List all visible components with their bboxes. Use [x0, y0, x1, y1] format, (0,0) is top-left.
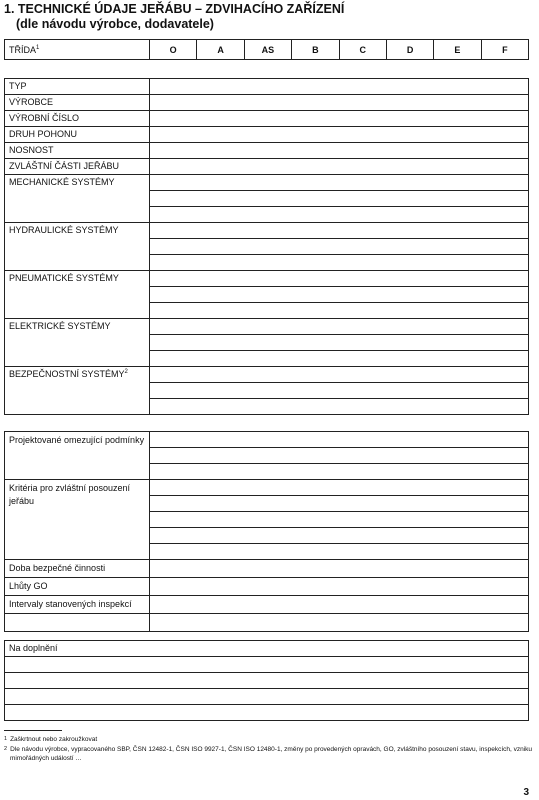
class-option-e[interactable]: E — [434, 40, 481, 60]
class-option-o[interactable]: O — [150, 40, 197, 60]
row-label-nosnost: NOSNOST — [5, 143, 150, 159]
conditions-table — [4, 431, 529, 632]
row-label-vyrobce: VÝROBCE — [5, 95, 150, 111]
notes-label: Na doplnění — [5, 641, 529, 657]
field-elektricke-1[interactable] — [150, 319, 529, 335]
field-omezujici-1[interactable] — [150, 432, 529, 448]
field-hydraulicke-2[interactable] — [150, 239, 529, 255]
notes-line-1[interactable] — [5, 657, 529, 673]
row-label-pneumaticke: PNEUMATICKÉ SYSTÉMY — [5, 271, 150, 319]
row-label-zvlastni-casti: ZVLÁŠTNÍ ČÁSTI JEŘÁBU — [5, 159, 150, 175]
field-elektricke-3[interactable] — [150, 351, 529, 367]
field-zvlastni-casti[interactable] — [150, 159, 529, 175]
field-vyrobce[interactable] — [150, 95, 529, 111]
field-pneumaticke-2[interactable] — [150, 287, 529, 303]
class-option-c[interactable]: C — [339, 40, 386, 60]
notes-line-3[interactable] — [5, 689, 529, 705]
row-label-omezujici: Projektované omezující podmínky — [5, 432, 150, 480]
row-label-druh-pohonu: DRUH POHONU — [5, 127, 150, 143]
field-doba[interactable] — [150, 560, 529, 578]
class-option-b[interactable]: B — [292, 40, 339, 60]
field-pneumaticke-3[interactable] — [150, 303, 529, 319]
field-hydraulicke-3[interactable] — [150, 255, 529, 271]
title-text: 1. TECHNICKÉ ÚDAJE JEŘÁBU – ZDVIHACÍHO ZAŘÍZENÍ — [4, 2, 345, 16]
field-mechanicke-2[interactable] — [150, 191, 529, 207]
field-elektricke-2[interactable] — [150, 335, 529, 351]
page-title — [4, 2, 344, 32]
class-table — [4, 39, 529, 60]
notes-line-2[interactable] — [5, 673, 529, 689]
row-label-lhuty: Lhůty GO — [5, 578, 150, 596]
footnote-divider — [4, 730, 62, 731]
field-kriteria-5[interactable] — [150, 544, 529, 560]
field-nosnost[interactable] — [150, 143, 529, 159]
row-label-bezpecnostni: BEZPEČNOSTNÍ SYSTÉMY$^2$ — [5, 367, 150, 415]
row-label-hydraulicke: HYDRAULICKÉ SYSTÉMY — [5, 223, 150, 271]
field-hydraulicke-1[interactable] — [150, 223, 529, 239]
subtitle-text: (dle návodu výrobce, dodavatele) — [16, 17, 214, 31]
field-vyrobni-cislo[interactable] — [150, 111, 529, 127]
row-label-intervaly: Intervaly stanovených inspekcí — [5, 596, 150, 614]
field-extra[interactable] — [150, 614, 529, 632]
field-kriteria-3[interactable] — [150, 512, 529, 528]
field-bezpecnostni-2[interactable] — [150, 383, 529, 399]
field-bezpecnostni-1[interactable] — [150, 367, 529, 383]
field-pneumaticke-1[interactable] — [150, 271, 529, 287]
field-mechanicke-1[interactable] — [150, 175, 529, 191]
notes-line-4[interactable] — [5, 705, 529, 721]
class-option-as[interactable]: AS — [244, 40, 291, 60]
field-omezujici-3[interactable] — [150, 464, 529, 480]
field-druh-pohonu[interactable] — [150, 127, 529, 143]
field-bezpecnostni-3[interactable] — [150, 399, 529, 415]
row-label-typ: TYP — [5, 79, 150, 95]
field-lhuty[interactable] — [150, 578, 529, 596]
class-option-a[interactable]: A — [197, 40, 244, 60]
field-omezujici-2[interactable] — [150, 448, 529, 464]
specs-table — [4, 78, 529, 415]
row-label-mechanicke: MECHANICKÉ SYSTÉMY — [5, 175, 150, 223]
field-mechanicke-3[interactable] — [150, 207, 529, 223]
field-kriteria-1[interactable] — [150, 480, 529, 496]
row-label-doba: Doba bezpečné činnosti — [5, 560, 150, 578]
page-number: 3 — [523, 787, 529, 798]
field-typ[interactable] — [150, 79, 529, 95]
class-option-f[interactable]: F — [481, 40, 528, 60]
class-label: TŘÍDA$^1$ — [5, 40, 150, 60]
row-label-kriteria: Kritéria pro zvláštní posouzení jeřábu — [5, 480, 150, 560]
notes-table — [4, 640, 529, 721]
footnote-1: $^1$ Zaškrtnout nebo zakroužkovat — [4, 736, 98, 743]
row-label-elektricke: ELEKTRICKÉ SYSTÉMY — [5, 319, 150, 367]
field-intervaly[interactable] — [150, 596, 529, 614]
row-label-vyrobni-cislo: VÝROBNÍ ČÍSLO — [5, 111, 150, 127]
footnote-2: $^2$ Dle návodu výrobce, vypracovaného SBP, ČSN 12482-1, ČSN ISO 9927-1, ČSN ISO 12480-1, změny po provedených opravách, GO, zvláštního posouzení stavu, inspekcích, vzniku mimořádných událostí … — [4, 746, 533, 762]
field-kriteria-2[interactable] — [150, 496, 529, 512]
class-option-d[interactable]: D — [386, 40, 433, 60]
row-label-empty — [5, 614, 150, 632]
field-kriteria-4[interactable] — [150, 528, 529, 544]
